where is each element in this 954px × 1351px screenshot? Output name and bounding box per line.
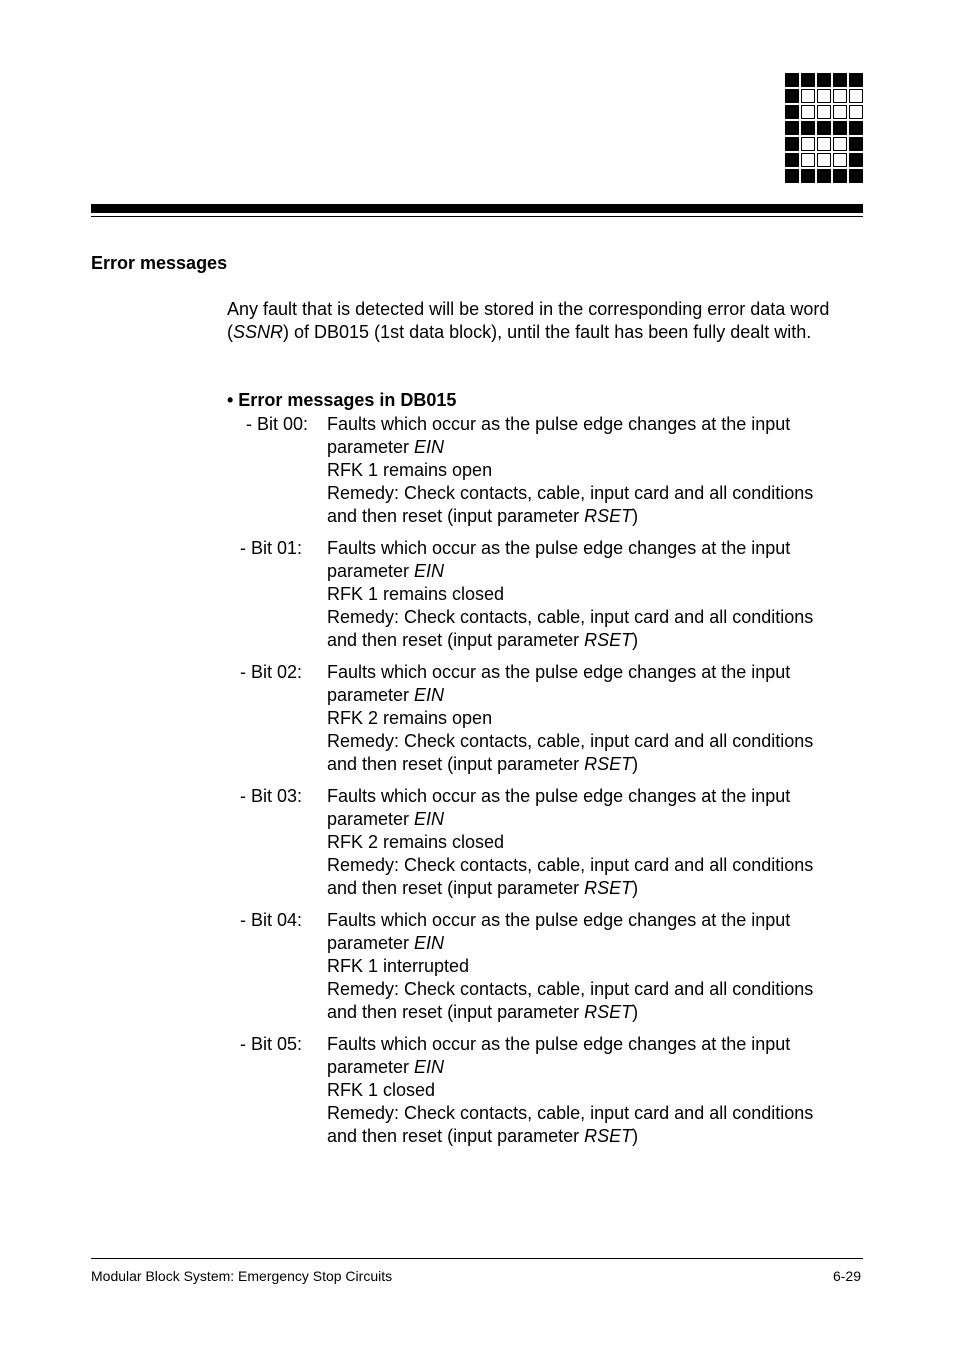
state-line: RFK 1 closed xyxy=(327,1080,436,1100)
intro-ssnr: SSNR xyxy=(233,322,284,342)
param-line: parameter EIN xyxy=(327,561,445,581)
reset-line: and then reset (input parameter RSET) xyxy=(327,1002,639,1022)
bit-description xyxy=(327,537,867,652)
error-bit-list xyxy=(227,413,867,1157)
reset-line: and then reset (input parameter RSET) xyxy=(327,506,639,526)
list-heading: • Error messages in DB015 xyxy=(227,390,457,410)
remedy-line: Remedy: Check contacts, cable, input card and all conditions xyxy=(327,607,814,627)
param-line: parameter EIN xyxy=(327,437,445,457)
intro-text-2: ) of DB015 (1st data block), until the fault has been fully dealt with. xyxy=(283,322,812,342)
fault-line: Faults which occur as the pulse edge changes at the input xyxy=(327,414,791,434)
bit-description xyxy=(327,909,867,1024)
list-item xyxy=(227,785,867,900)
fault-line: Faults which occur as the pulse edge changes at the input xyxy=(327,1034,791,1054)
bit-label: - Bit 03: xyxy=(240,786,303,806)
list-item xyxy=(227,537,867,652)
remedy-line: Remedy: Check contacts, cable, input card and all conditions xyxy=(327,979,814,999)
remedy-line: Remedy: Check contacts, cable, input card and all conditions xyxy=(327,731,814,751)
param-line: parameter EIN xyxy=(327,809,445,829)
intro-text-1: Any fault that is detected will be stored in the corresponding error data word ( xyxy=(227,299,830,342)
state-line: RFK 2 remains open xyxy=(327,708,493,728)
fault-line: Faults which occur as the pulse edge changes at the input xyxy=(327,786,791,806)
param-line: parameter EIN xyxy=(327,685,445,705)
state-line: RFK 1 interrupted xyxy=(327,956,470,976)
fault-line: Faults which occur as the pulse edge changes at the input xyxy=(327,538,791,558)
page-number: 6-29 xyxy=(832,1268,861,1284)
bit-description xyxy=(327,661,867,776)
header-rule-thick xyxy=(91,204,863,213)
reset-line: and then reset (input parameter RSET) xyxy=(327,754,639,774)
footer-rule xyxy=(91,1258,863,1259)
state-line: RFK 2 remains closed xyxy=(327,832,505,852)
bit-label: - Bit 01: xyxy=(240,538,303,558)
section-title: Error messages xyxy=(91,253,228,273)
list-item xyxy=(227,909,867,1024)
bit-label: - Bit 04: xyxy=(240,910,303,930)
bit-description xyxy=(327,413,867,528)
header-rule-thin xyxy=(91,216,863,217)
bit-label: - Bit 05: xyxy=(240,1034,303,1054)
reset-line: and then reset (input parameter RSET) xyxy=(327,1126,639,1146)
list-item xyxy=(227,661,867,776)
reset-line: and then reset (input parameter RSET) xyxy=(327,878,639,898)
intro-paragraph xyxy=(227,298,863,344)
bit-label: - Bit 00: xyxy=(246,414,309,434)
list-item xyxy=(227,1033,867,1148)
footer-title: Modular Block System: Emergency Stop Circuits xyxy=(91,1268,393,1284)
param-line: parameter EIN xyxy=(327,933,445,953)
state-line: RFK 1 remains open xyxy=(327,460,493,480)
fault-line: Faults which occur as the pulse edge changes at the input xyxy=(327,662,791,682)
state-line: RFK 1 remains closed xyxy=(327,584,505,604)
fault-line: Faults which occur as the pulse edge changes at the input xyxy=(327,910,791,930)
company-logo xyxy=(785,73,865,183)
list-item xyxy=(227,413,867,528)
remedy-line: Remedy: Check contacts, cable, input card and all conditions xyxy=(327,1103,814,1123)
param-line: parameter EIN xyxy=(327,1057,445,1077)
bit-description xyxy=(327,785,867,900)
bit-label: - Bit 02: xyxy=(240,662,303,682)
reset-line: and then reset (input parameter RSET) xyxy=(327,630,639,650)
remedy-line: Remedy: Check contacts, cable, input card and all conditions xyxy=(327,483,814,503)
remedy-line: Remedy: Check contacts, cable, input card and all conditions xyxy=(327,855,814,875)
bit-description xyxy=(327,1033,867,1148)
